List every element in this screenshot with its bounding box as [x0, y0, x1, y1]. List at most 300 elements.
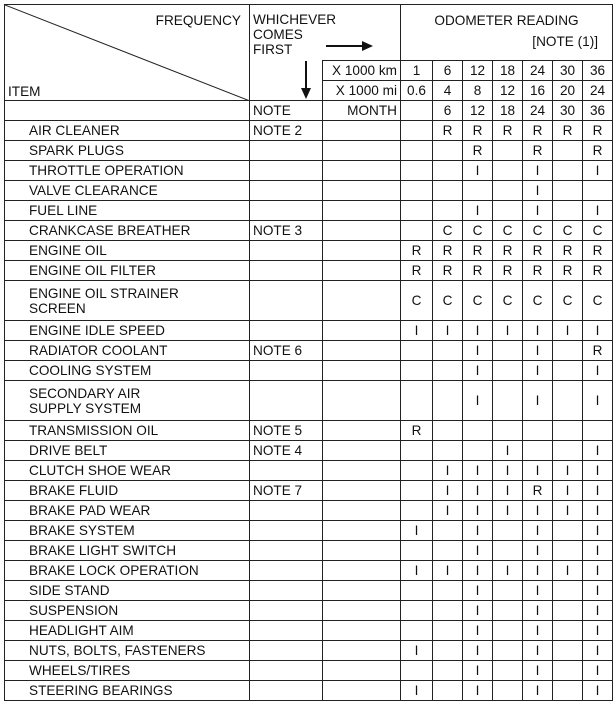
- schedule-value: [401, 341, 433, 361]
- schedule-value: [553, 361, 583, 381]
- schedule-value: I: [401, 561, 433, 581]
- table-row: [5, 341, 613, 361]
- schedule-value: C: [523, 221, 553, 241]
- schedule-value: [401, 201, 433, 221]
- item-note: [250, 541, 323, 561]
- month-spacer: [323, 601, 401, 621]
- item-note: [250, 521, 323, 541]
- schedule-value: I: [583, 601, 613, 621]
- schedule-value: [433, 621, 463, 641]
- item-note: [250, 461, 323, 481]
- schedule-value: C: [433, 281, 463, 321]
- item-name-line: AIR CLEANER: [29, 123, 120, 138]
- schedule-value: I: [463, 561, 493, 581]
- item-name: [5, 541, 250, 561]
- schedule-value: I: [463, 341, 493, 361]
- item-note: [250, 681, 323, 701]
- schedule-value: [493, 601, 523, 621]
- item-note: NOTE 5: [250, 421, 323, 441]
- schedule-value: [553, 141, 583, 161]
- schedule-value: I: [401, 521, 433, 541]
- schedule-value: [553, 621, 583, 641]
- schedule-value: [463, 421, 493, 441]
- schedule-value: I: [583, 381, 613, 421]
- item-name: [5, 281, 250, 321]
- note-1-label: [NOTE (1)]: [532, 34, 599, 49]
- schedule-value: [523, 441, 553, 461]
- item-name-line: BRAKE LIGHT SWITCH: [29, 543, 177, 558]
- table-row: [5, 181, 613, 201]
- schedule-value: [553, 381, 583, 421]
- schedule-value: I: [463, 461, 493, 481]
- item-note: NOTE 7: [250, 481, 323, 501]
- mi-value: 24: [583, 81, 613, 101]
- item-name-line: RADIATOR COOLANT: [29, 343, 168, 358]
- schedule-value: I: [463, 381, 493, 421]
- schedule-value: [433, 641, 463, 661]
- mi-value: 12: [493, 81, 523, 101]
- item-name-line: BRAKE PAD WEAR: [29, 503, 151, 518]
- schedule-value: I: [401, 321, 433, 341]
- schedule-value: I: [523, 161, 553, 181]
- mi-unit-label: X 1000 mi: [323, 81, 401, 101]
- item-name-line: DRIVE BELT: [29, 443, 108, 458]
- schedule-value: [463, 441, 493, 461]
- mi-value: 8: [463, 81, 493, 101]
- schedule-value: C: [401, 281, 433, 321]
- schedule-value: [433, 381, 463, 421]
- schedule-value: [493, 361, 523, 381]
- schedule-value: I: [463, 481, 493, 501]
- schedule-value: I: [583, 201, 613, 221]
- schedule-value: R: [463, 261, 493, 281]
- table-row: [5, 221, 613, 241]
- table-row: [5, 281, 613, 321]
- whichever-line-2: COMES: [253, 27, 303, 42]
- table-row: [5, 621, 613, 641]
- item-name-line: CRANKCASE BREATHER: [29, 223, 191, 238]
- schedule-value: [433, 181, 463, 201]
- schedule-value: I: [583, 501, 613, 521]
- schedule-value: I: [583, 541, 613, 561]
- schedule-value: R: [553, 121, 583, 141]
- schedule-value: [553, 541, 583, 561]
- schedule-value: I: [463, 321, 493, 341]
- item-name: [5, 601, 250, 621]
- item-name-line: ENGINE IDLE SPEED: [29, 323, 165, 338]
- item-note: [250, 501, 323, 521]
- table-row: [5, 521, 613, 541]
- schedule-value: [401, 601, 433, 621]
- table-row: [5, 501, 613, 521]
- item-name-line: ENGINE OIL STRAINER: [29, 285, 179, 301]
- schedule-value: I: [463, 621, 493, 641]
- arrow-down-icon: [250, 61, 323, 101]
- item-name: [5, 521, 250, 541]
- item-name-line: BRAKE FLUID: [29, 483, 119, 498]
- schedule-value: I: [523, 501, 553, 521]
- km-value: 24: [523, 61, 553, 81]
- item-name-line: HEADLIGHT AIM: [29, 623, 134, 638]
- whichever-comes-first-cell: [250, 5, 401, 61]
- schedule-value: C: [553, 281, 583, 321]
- item-name: [5, 261, 250, 281]
- schedule-value: R: [583, 341, 613, 361]
- schedule-value: I: [583, 481, 613, 501]
- schedule-value: [401, 441, 433, 461]
- table-row: [5, 441, 613, 461]
- schedule-value: [433, 541, 463, 561]
- item-name-line: TRANSMISSION OIL: [29, 423, 159, 438]
- month-spacer: [323, 521, 401, 541]
- schedule-value: R: [463, 121, 493, 141]
- whichever-line-3: FIRST: [253, 42, 293, 57]
- table-row: [5, 681, 613, 701]
- item-note: [250, 201, 323, 221]
- schedule-value: I: [523, 201, 553, 221]
- schedule-value: [433, 601, 463, 621]
- schedule-value: I: [463, 661, 493, 681]
- schedule-value: [433, 161, 463, 181]
- item-name: [5, 561, 250, 581]
- item-name-line: FUEL LINE: [29, 203, 98, 218]
- mi-value: 0.6: [401, 81, 433, 101]
- item-note: [250, 621, 323, 641]
- item-name: [5, 121, 250, 141]
- month-spacer: [323, 441, 401, 461]
- item-note: [250, 261, 323, 281]
- schedule-value: [493, 621, 523, 641]
- month-spacer: [323, 681, 401, 701]
- table-row: [5, 461, 613, 481]
- item-name-line: BRAKE SYSTEM: [29, 523, 135, 538]
- schedule-value: [433, 581, 463, 601]
- schedule-value: R: [523, 481, 553, 501]
- schedule-value: I: [523, 661, 553, 681]
- schedule-value: I: [463, 521, 493, 541]
- schedule-value: [493, 201, 523, 221]
- schedule-value: [583, 421, 613, 441]
- schedule-value: [433, 681, 463, 701]
- schedule-value: [553, 201, 583, 221]
- schedule-value: I: [463, 681, 493, 701]
- table-row: [5, 321, 613, 341]
- month-column-header: MONTH: [323, 101, 401, 121]
- schedule-value: R: [523, 121, 553, 141]
- month-spacer: [323, 361, 401, 381]
- schedule-value: [493, 581, 523, 601]
- item-note: [250, 641, 323, 661]
- km-value: 18: [493, 61, 523, 81]
- item-name: [5, 421, 250, 441]
- schedule-value: [583, 181, 613, 201]
- schedule-value: R: [583, 241, 613, 261]
- item-name: [5, 361, 250, 381]
- km-unit-label: X 1000 km: [323, 61, 401, 81]
- schedule-value: [401, 501, 433, 521]
- item-name-line: SUPPLY SYSTEM: [29, 400, 142, 416]
- frequency-label: FREQUENCY: [155, 13, 241, 28]
- schedule-value: I: [583, 521, 613, 541]
- schedule-value: I: [523, 521, 553, 541]
- schedule-value: [433, 201, 463, 221]
- schedule-value: I: [583, 561, 613, 581]
- schedule-value: R: [553, 261, 583, 281]
- schedule-value: [553, 441, 583, 461]
- schedule-value: I: [553, 461, 583, 481]
- schedule-value: I: [583, 621, 613, 641]
- schedule-value: R: [433, 121, 463, 141]
- schedule-value: [401, 361, 433, 381]
- month-value: 18: [493, 101, 523, 121]
- schedule-value: [493, 641, 523, 661]
- month-spacer: [323, 341, 401, 361]
- schedule-value: [523, 421, 553, 441]
- schedule-value: I: [523, 461, 553, 481]
- schedule-value: [493, 681, 523, 701]
- schedule-value: I: [553, 501, 583, 521]
- schedule-value: [553, 341, 583, 361]
- item-note: [250, 661, 323, 681]
- item-note: NOTE 4: [250, 441, 323, 461]
- mi-value: 4: [433, 81, 463, 101]
- item-name-line: SCREEN: [29, 300, 86, 316]
- item-name-line: VALVE CLEARANCE: [29, 183, 158, 198]
- item-name-line: COOLING SYSTEM: [29, 363, 152, 378]
- month-spacer: [323, 481, 401, 501]
- item-name: [5, 641, 250, 661]
- km-value: 12: [463, 61, 493, 81]
- schedule-value: I: [523, 561, 553, 581]
- schedule-value: [493, 341, 523, 361]
- schedule-value: R: [401, 241, 433, 261]
- month-value: 30: [553, 101, 583, 121]
- schedule-value: I: [493, 481, 523, 501]
- item-note: [250, 581, 323, 601]
- schedule-value: R: [433, 261, 463, 281]
- schedule-value: [433, 421, 463, 441]
- item-note: [250, 141, 323, 161]
- table-row: [5, 141, 613, 161]
- item-note: NOTE 3: [250, 221, 323, 241]
- item-note: [250, 321, 323, 341]
- month-spacer: [323, 181, 401, 201]
- schedule-value: I: [523, 181, 553, 201]
- km-value: 1: [401, 61, 433, 81]
- schedule-value: [401, 481, 433, 501]
- schedule-value: [493, 421, 523, 441]
- odometer-reading-cell: [401, 5, 613, 61]
- schedule-value: I: [493, 461, 523, 481]
- schedule-value: R: [433, 241, 463, 261]
- item-name: [5, 241, 250, 261]
- schedule-value: I: [433, 561, 463, 581]
- schedule-value: [433, 661, 463, 681]
- schedule-value: I: [583, 161, 613, 181]
- schedule-value: I: [463, 581, 493, 601]
- item-name-line: SPARK PLUGS: [29, 143, 124, 158]
- km-value: 6: [433, 61, 463, 81]
- schedule-value: I: [463, 501, 493, 521]
- item-name-line: WHEELS/TIRES: [29, 663, 131, 678]
- table-row: [5, 641, 613, 661]
- schedule-value: [493, 181, 523, 201]
- item-note: [250, 241, 323, 261]
- month-spacer: [323, 161, 401, 181]
- schedule-value: C: [583, 281, 613, 321]
- month-spacer: [323, 661, 401, 681]
- arrow-right-icon: [250, 5, 401, 61]
- schedule-value: [433, 141, 463, 161]
- schedule-value: I: [583, 681, 613, 701]
- table-row: [5, 661, 613, 681]
- schedule-value: [433, 341, 463, 361]
- item-name: [5, 321, 250, 341]
- km-value: 30: [553, 61, 583, 81]
- schedule-value: [553, 521, 583, 541]
- item-note: [250, 161, 323, 181]
- schedule-value: [553, 421, 583, 441]
- item-name-line: STEERING BEARINGS: [29, 683, 173, 698]
- schedule-value: [401, 541, 433, 561]
- month-spacer: [323, 421, 401, 441]
- schedule-value: I: [463, 161, 493, 181]
- item-name-line: SECONDARY AIR: [29, 385, 141, 401]
- table-row: [5, 481, 613, 501]
- maintenance-schedule-table: [4, 4, 613, 701]
- schedule-value: [493, 541, 523, 561]
- schedule-value: [553, 641, 583, 661]
- schedule-value: I: [523, 621, 553, 641]
- item-note: NOTE 2: [250, 121, 323, 141]
- item-name-line: BRAKE LOCK OPERATION: [29, 563, 199, 578]
- schedule-value: [553, 161, 583, 181]
- whichever-line-1: WHICHEVER: [253, 12, 337, 27]
- month-value: 24: [523, 101, 553, 121]
- schedule-value: I: [433, 481, 463, 501]
- mi-value: 16: [523, 81, 553, 101]
- item-name: [5, 581, 250, 601]
- schedule-value: C: [433, 221, 463, 241]
- schedule-value: I: [553, 561, 583, 581]
- schedule-value: [433, 521, 463, 541]
- month-spacer: [323, 281, 401, 321]
- table-row: [5, 241, 613, 261]
- item-name: [5, 661, 250, 681]
- schedule-value: R: [463, 241, 493, 261]
- schedule-value: I: [433, 461, 463, 481]
- table-row: [5, 581, 613, 601]
- schedule-value: I: [523, 341, 553, 361]
- schedule-value: [493, 141, 523, 161]
- down-arrow-cell: [250, 61, 323, 101]
- schedule-value: I: [553, 481, 583, 501]
- table-row: [5, 601, 613, 621]
- item-name-line: SUSPENSION: [29, 603, 119, 618]
- schedule-value: [493, 661, 523, 681]
- schedule-value: [493, 381, 523, 421]
- schedule-value: I: [523, 321, 553, 341]
- schedule-value: R: [523, 241, 553, 261]
- schedule-value: [401, 461, 433, 481]
- item-note: [250, 381, 323, 421]
- month-spacer: [323, 461, 401, 481]
- table-row: [5, 421, 613, 441]
- month-spacer: [323, 261, 401, 281]
- table-row: [5, 541, 613, 561]
- item-note: [250, 561, 323, 581]
- note-column-header: NOTE: [250, 101, 323, 121]
- schedule-value: [493, 521, 523, 541]
- schedule-value: [401, 141, 433, 161]
- schedule-value: I: [433, 501, 463, 521]
- table-row: [5, 361, 613, 381]
- table-row: [5, 261, 613, 281]
- month-spacer: [323, 201, 401, 221]
- item-label: ITEM: [8, 84, 41, 99]
- schedule-value: R: [583, 141, 613, 161]
- schedule-value: [401, 661, 433, 681]
- item-name-line: THROTTLE OPERATION: [29, 163, 184, 178]
- schedule-value: [401, 121, 433, 141]
- schedule-value: [401, 221, 433, 241]
- schedule-value: I: [583, 641, 613, 661]
- month-spacer: [323, 121, 401, 141]
- item-name: [5, 141, 250, 161]
- schedule-value: C: [493, 221, 523, 241]
- schedule-value: R: [553, 241, 583, 261]
- schedule-value: C: [493, 281, 523, 321]
- schedule-value: [401, 161, 433, 181]
- month-value: 6: [433, 101, 463, 121]
- item-name: [5, 681, 250, 701]
- item-header-spacer: [5, 101, 250, 121]
- schedule-value: R: [401, 421, 433, 441]
- item-name: [5, 381, 250, 421]
- item-name: [5, 461, 250, 481]
- schedule-value: I: [523, 581, 553, 601]
- schedule-value: I: [523, 381, 553, 421]
- month-spacer: [323, 141, 401, 161]
- month-spacer: [323, 241, 401, 261]
- item-name-line: ENGINE OIL FILTER: [29, 263, 156, 278]
- schedule-value: R: [401, 261, 433, 281]
- schedule-value: R: [493, 121, 523, 141]
- schedule-value: C: [553, 221, 583, 241]
- schedule-value: I: [493, 561, 523, 581]
- schedule-value: [553, 661, 583, 681]
- schedule-value: [433, 361, 463, 381]
- km-value: 36: [583, 61, 613, 81]
- schedule-value: I: [583, 321, 613, 341]
- schedule-value: I: [463, 601, 493, 621]
- schedule-value: [401, 581, 433, 601]
- schedule-value: R: [493, 241, 523, 261]
- schedule-value: I: [463, 361, 493, 381]
- schedule-value: I: [583, 461, 613, 481]
- schedule-value: [553, 681, 583, 701]
- month-spacer: [323, 561, 401, 581]
- item-name-line: SIDE STAND: [29, 583, 110, 598]
- schedule-value: I: [553, 321, 583, 341]
- month-spacer: [323, 541, 401, 561]
- mi-value: 20: [553, 81, 583, 101]
- schedule-value: I: [523, 601, 553, 621]
- schedule-value: C: [523, 281, 553, 321]
- schedule-value: I: [433, 321, 463, 341]
- schedule-value: I: [463, 541, 493, 561]
- month-spacer: [323, 641, 401, 661]
